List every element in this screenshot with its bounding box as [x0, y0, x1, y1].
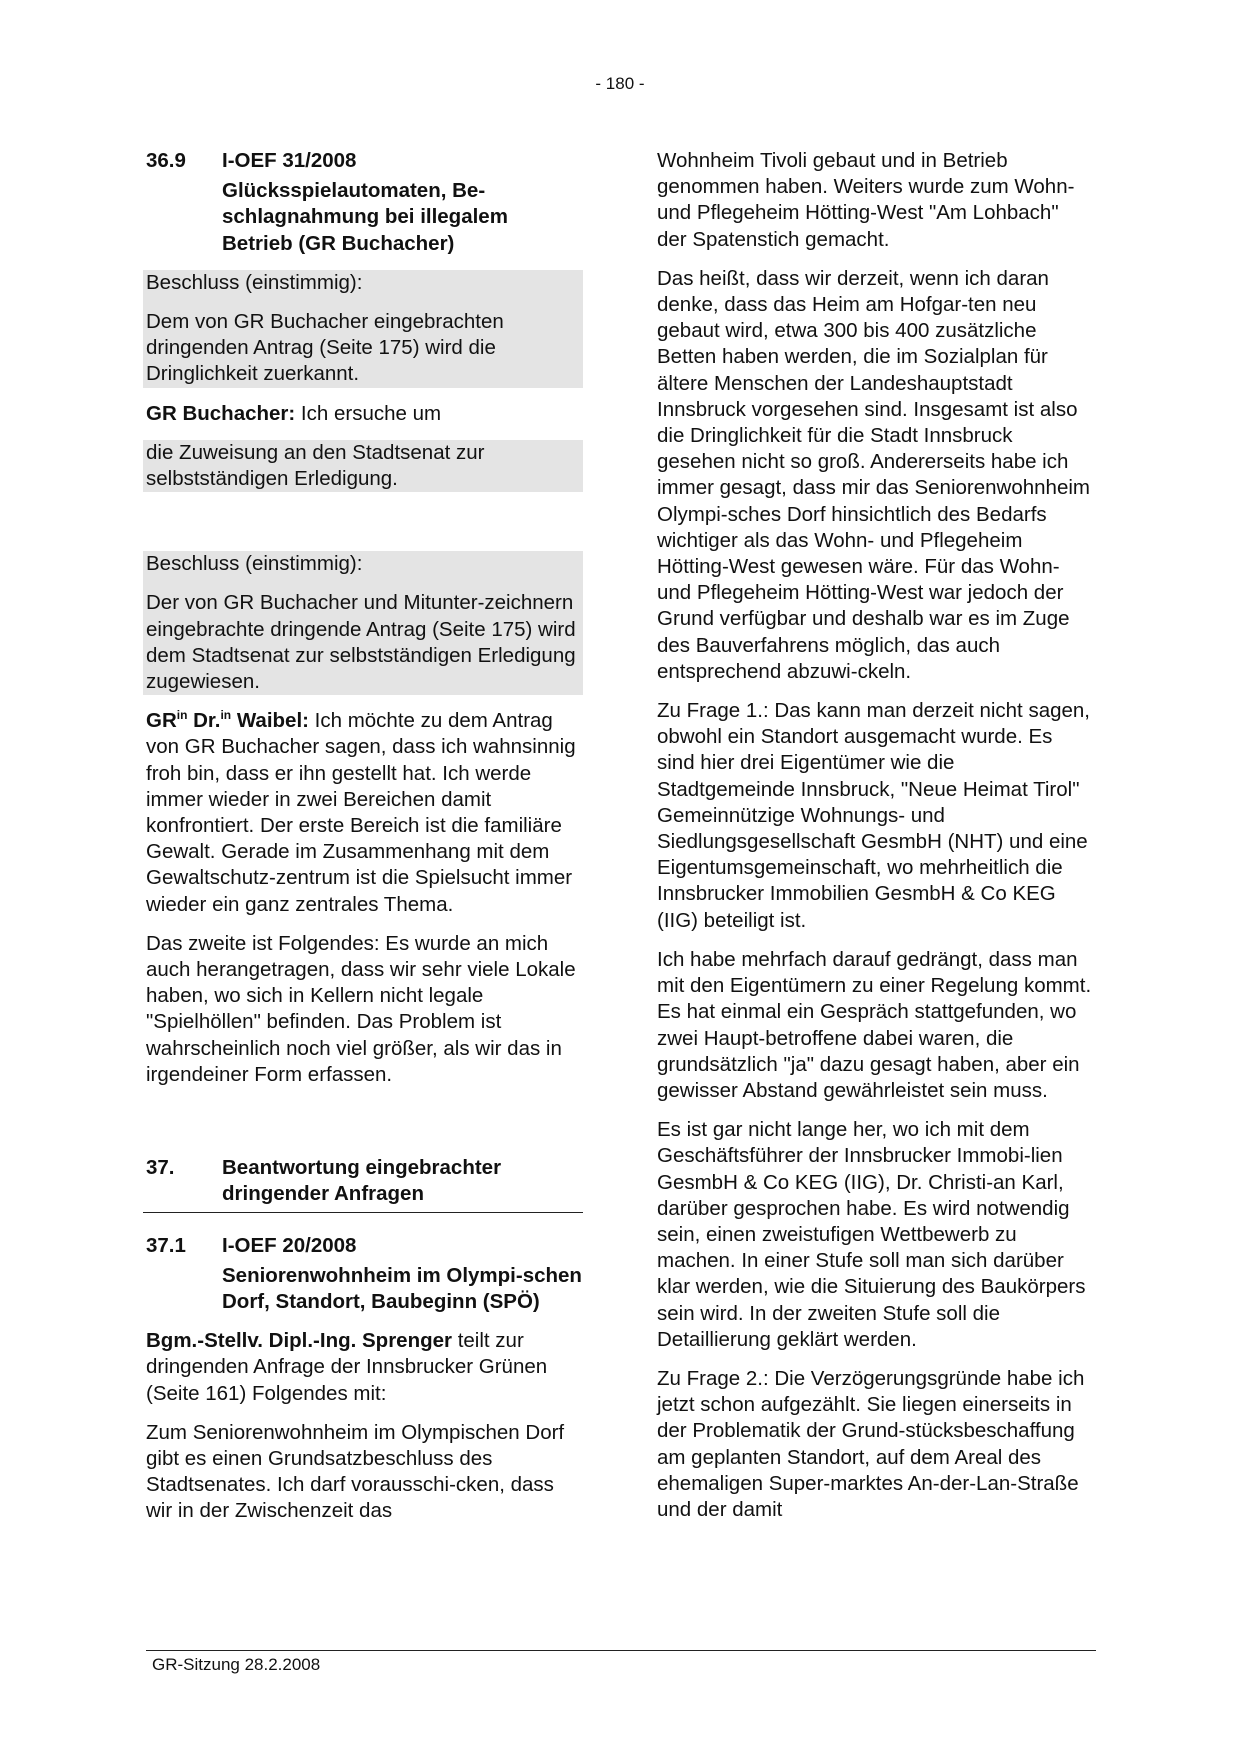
spacer [146, 1101, 583, 1155]
paragraph: Es ist gar nicht lange her, wo ich mit dem Geschäftsführer der Innsbrucker Immobi-lien GesmbH & Co KEG (IIG), Dr. Christi-an Karl, darüber gesprochen habe. Es wird notwendig sein, einen zweistufigen Wettbewerb zu machen. In einer Stufe soll man sich darüber klar werden, wie die Situierung des Baukörpers sein wird. In der zweiten Stufe soll die Detaillierung geklärt werden. [657, 1118, 1086, 1351]
item-title: Seniorenwohnheim im Olympi-schen Dorf, Standort, Baubeginn (SPÖ) [222, 1263, 582, 1313]
speaker-name: Bgm.-Stellv. Dipl.-Ing. Sprenger [146, 1329, 453, 1353]
paragraph: Zu Frage 1.: Das kann man derzeit nicht sagen, obwohl ein Standort ausgemacht wurde. Es sind hier drei Eigentümer wie die Stadtgemeinde Innsbruck, "Neue Heimat Tirol" Gemeinnützige Wohnungs- und Siedlungsgesellschaft GesmbH (NHT) und eine Eigentumsgemeinschaft, wo mehrheitlich die Innsbrucker Immobilien GesmbH & Co KEG (IIG) beteiligt ist. [657, 699, 1091, 932]
item-number: 37.1 [146, 1233, 186, 1257]
superscript: in [220, 708, 232, 723]
request-text: die Zuweisung an den Stadtsenat zur selbstständigen Erledigung. [146, 440, 485, 491]
resolution-box-1 [143, 270, 583, 388]
speaker-paragraph [146, 708, 583, 918]
left-column [146, 148, 583, 1538]
resolution-label: Beschluss (einstimmig): [146, 552, 363, 576]
shaded-request [143, 440, 583, 492]
paragraph: Das heißt, dass wir derzeit, wenn ich daran denke, dass das Heim am Hofgar-ten neu gebaut wird, etwa 300 bis 400 zusätzliche Betten haben werden, die im Sozialplan für ältere Menschen der Landeshauptstadt Innsbruck vorgesehen sind. Insgesamt ist also die Dringlichkeit für die Stadt Innsbruck gesehen nicht so groß. Andererseits habe ich immer gesagt, dass mir das Seniorenwohnheim Olympi-sches Dorf hinsichtlich des Bedarfs wichtiger als das Wohn- und Pflegeheim Hötting-West gewesen wäre. Für das Wohn- und Pflegeheim Hötting-West war jedoch der Grund verfügbar und deshalb war es im Zuge des Bauverfahrens möglich, das auch entsprechend abzuwi-ckeln. [657, 266, 1090, 683]
item-code: I-OEF 20/2008 [222, 1233, 357, 1257]
resolution-text: Der von GR Buchacher und Mitunter-zeichnern eingebrachte dringende Antrag (Seite 175) wird dem Stadtsenat zur selbstständigen Erledigung zugewiesen. [146, 591, 576, 694]
speech-text: Ich ersuche um [295, 401, 442, 425]
item-title: Glücksspielautomaten, Be-schlagnahmung bei illegalem Betrieb (GR Buchacher) [222, 179, 508, 255]
speech-text: teilt zur dringenden Anfrage der Innsbrucker Grünen (Seite 161) Folgendes mit: [146, 1329, 548, 1405]
speaker-paragraph [146, 401, 583, 427]
paragraph: Wohnheim Tivoli gebaut und in Betrieb genommen haben. Weiters wurde zum Wohn- und Pflegeheim Hötting-West "Am Lohbach" der Spatenstich gemacht. [657, 149, 1075, 251]
speaker-paragraph [146, 1328, 583, 1407]
paragraph: Ich habe mehrfach darauf gedrängt, dass man mit den Eigentümern zu einer Regelung kommt. Es hat einmal ein Gespräch stattgefunden, wo zwei Haupt-betroffene dabei waren, die grundsätzlich "ja" dazu gesagt haben, aber ein gewisser Abstand gewährleistet sein muss. [657, 947, 1092, 1102]
spacer [146, 505, 583, 551]
speaker-name [146, 709, 309, 732]
footer-divider [146, 1650, 1096, 1651]
speaker-surname: Waibel: [231, 709, 309, 733]
speech-text: Ich möchte zu dem Antrag von GR Buchacher sagen, dass ich wahnsinnig froh bin, dass er ihn gestellt hat. Ich werde immer wieder in zwei Bereichen damit konfrontiert. Der erste Bereich ist die familiäre Gewalt. Gerade im Zusammenhang mit dem Gewaltschutz-zentrum ist die Spielsucht immer wieder ein ganz zentrales Thema. [146, 709, 576, 916]
speaker-name: GR Buchacher: [146, 401, 296, 425]
section-number: 37. [146, 1156, 175, 1180]
item-code: I-OEF 31/2008 [222, 149, 357, 172]
superscript: in [176, 708, 188, 723]
item-number: 36.9 [146, 149, 186, 172]
page-number: - 180 - [595, 74, 645, 93]
paragraph: Das zweite ist Folgendes: Es wurde an mich auch herangetragen, dass wir sehr viele Lokale haben, wo sich in Kellern nicht legale "Spielhöllen" befinden. Das Problem ist wahrscheinlich noch viel größer, als wir das in irgendeiner Form erfassen. [146, 931, 576, 1086]
footer-session-date: GR-Sitzung 28.2.2008 [152, 1655, 321, 1674]
resolution-text: Dem von GR Buchacher eingebrachten dringenden Antrag (Seite 175) wird die Dringlichkeit zuerkannt. [146, 310, 504, 386]
speaker-title: GR [146, 709, 177, 733]
section-title: Beantwortung eingebrachter dringender Anfragen [222, 1156, 502, 1206]
paragraph: Zu Frage 2.: Die Verzögerungsgründe habe ich jetzt schon aufgezählt. Sie liegen einerseits in der Problematik der Grund-stücksbeschaffung am geplanten Standort, auf dem Areal des ehemaligen Super-marktes An-der-Lan-Straße und der damit [657, 1366, 1085, 1521]
resolution-box-2 [143, 551, 583, 695]
item-36-9-heading [146, 148, 583, 174]
speaker-degree: Dr. [187, 709, 221, 733]
paragraph: Zum Seniorenwohnheim im Olympischen Dorf gibt es einen Grundsatzbeschluss des Stadtsenates. Ich darf vorausschi-cken, dass wir in der Zwischenzeit das [146, 1420, 565, 1523]
right-column [657, 148, 1092, 1536]
resolution-label: Beschluss (einstimmig): [146, 270, 363, 294]
item-37-1-heading [146, 1233, 583, 1259]
section-37-heading [143, 1155, 583, 1212]
